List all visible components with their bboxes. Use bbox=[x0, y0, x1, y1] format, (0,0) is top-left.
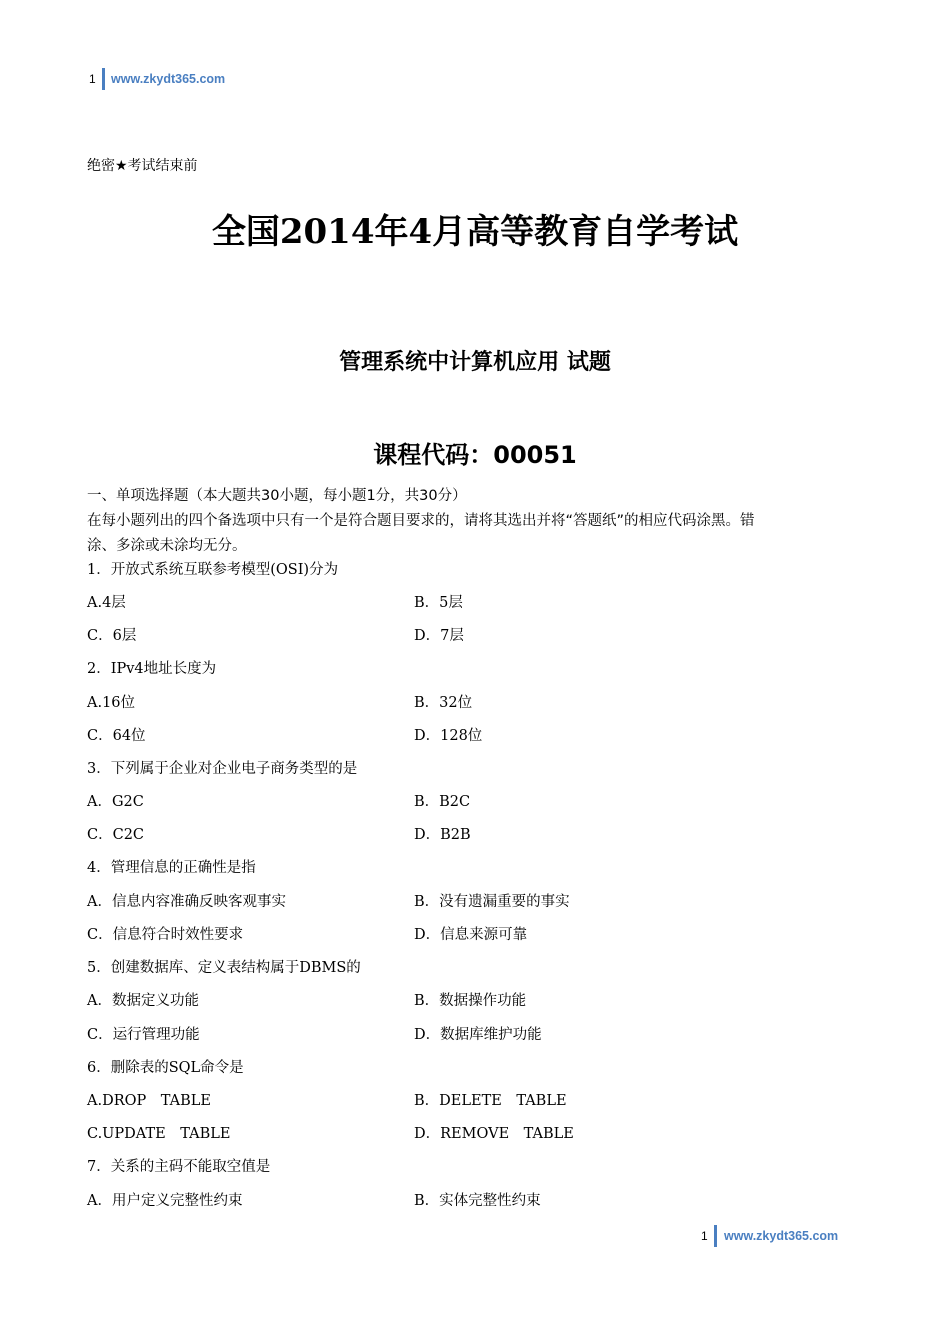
question-2-option-c: C．64位 bbox=[87, 728, 146, 744]
question-4-option-d: D．信息来源可靠 bbox=[414, 927, 528, 943]
question-7-stem: 7．关系的主码不能取空值是 bbox=[87, 1159, 271, 1175]
question-5-option-c: C．运行管理功能 bbox=[87, 1027, 200, 1043]
footer-divider bbox=[714, 1225, 717, 1247]
footer-page-number: 1 bbox=[701, 1229, 708, 1243]
exam-subtitle: 管理系统中计算机应用 试题 bbox=[339, 350, 611, 375]
question-6-option-d: D．REMOVE TABLE bbox=[414, 1126, 574, 1142]
question-6-option-c: C.UPDATE TABLE bbox=[87, 1126, 231, 1142]
question-4-option-b: B．没有遗漏重要的事实 bbox=[414, 894, 570, 910]
header-page-number: 1 bbox=[89, 72, 96, 86]
question-1-stem: 1．开放式系统互联参考模型(OSI)分为 bbox=[87, 562, 339, 578]
question-6-option-b: B．DELETE TABLE bbox=[414, 1093, 567, 1109]
question-3-option-b: B．B2C bbox=[414, 794, 471, 810]
question-1-option-b: B．5层 bbox=[414, 595, 463, 611]
question-2-option-d: D．128位 bbox=[414, 728, 483, 744]
question-5-stem: 5．创建数据库、定义表结构属于DBMS的 bbox=[87, 960, 361, 976]
exam-title: 全国2014年4月高等教育自学考试 bbox=[211, 212, 739, 252]
section-heading: 一、单项选择题（本大题共30小题，每小题1分，共30分） bbox=[87, 488, 467, 504]
question-3-option-a: A．G2C bbox=[87, 794, 144, 810]
question-4-option-c: C．信息符合时效性要求 bbox=[87, 927, 244, 943]
question-5-option-d: D．数据库维护功能 bbox=[414, 1027, 542, 1043]
question-5-option-b: B．数据操作功能 bbox=[414, 993, 527, 1009]
question-3-option-c: C．C2C bbox=[87, 827, 145, 843]
question-7-option-a: A．用户定义完整性约束 bbox=[87, 1193, 243, 1209]
question-1-option-a: A.4层 bbox=[87, 595, 126, 611]
question-1-option-c: C．6层 bbox=[87, 628, 137, 644]
question-4-stem: 4．管理信息的正确性是指 bbox=[87, 860, 256, 876]
question-3-option-d: D．B2B bbox=[414, 827, 471, 843]
header-divider bbox=[102, 68, 105, 90]
question-5-option-a: A．数据定义功能 bbox=[87, 993, 199, 1009]
section-instruction-line2: 涂、多涂或未涂均无分。 bbox=[87, 538, 247, 554]
question-7-option-b: B．实体完整性约束 bbox=[414, 1193, 541, 1209]
footer-site-link[interactable]: www.zkydt365.com bbox=[724, 1229, 839, 1243]
course-code: 课程代码：00051 bbox=[373, 441, 577, 469]
question-1-option-d: D．7层 bbox=[414, 628, 464, 644]
question-6-stem: 6．删除表的SQL命令是 bbox=[87, 1060, 244, 1076]
question-2-stem: 2．IPv4地址长度为 bbox=[87, 661, 217, 677]
question-4-option-a: A．信息内容准确反映客观事实 bbox=[87, 894, 286, 910]
section-instruction-line1: 在每小题列出的四个备选项中只有一个是符合题目要求的，请将其选出并将“答题纸”的相应代码涂黑。错 bbox=[87, 513, 755, 529]
question-6-option-a: A.DROP TABLE bbox=[87, 1093, 211, 1109]
question-2-option-b: B．32位 bbox=[414, 695, 473, 711]
secret-label: 绝密★考试结束前 bbox=[87, 158, 198, 174]
question-2-option-a: A.16位 bbox=[87, 695, 136, 711]
header-site-link[interactable]: www.zkydt365.com bbox=[111, 72, 226, 86]
question-3-stem: 3．下列属于企业对企业电子商务类型的是 bbox=[87, 761, 358, 777]
